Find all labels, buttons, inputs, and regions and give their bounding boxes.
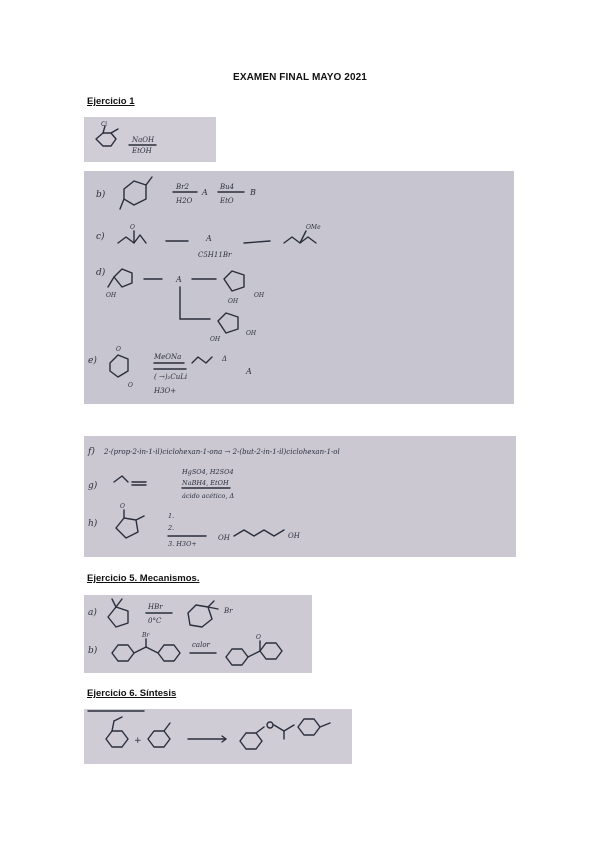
photo-ejercicio-1a — [84, 117, 216, 162]
svg-text:HBr: HBr — [148, 603, 163, 611]
svg-text:Bu4: Bu4 — [220, 183, 235, 191]
svg-text:NaBH4, EtOH: NaBH4, EtOH — [182, 479, 229, 487]
svg-text:Δ: Δ — [222, 355, 228, 363]
svg-text:OH: OH — [254, 292, 265, 299]
svg-text:3. H3O+: 3. H3O+ — [168, 540, 197, 548]
svg-text:( →)₂CuLi: ( →)₂CuLi — [154, 373, 188, 381]
svg-text:c): c) — [96, 232, 105, 242]
svg-text:0°C: 0°C — [148, 617, 162, 625]
svg-text:EtOH: EtOH — [132, 147, 152, 155]
svg-text:Br: Br — [224, 607, 233, 615]
heading-ejercicio-1: Ejercicio 1 — [87, 96, 135, 107]
svg-text:Cl: Cl — [101, 121, 107, 128]
svg-text:EtO: EtO — [220, 197, 234, 205]
svg-text:calor: calor — [192, 641, 210, 649]
svg-text:O: O — [128, 382, 133, 389]
svg-text:OH: OH — [106, 292, 117, 299]
svg-text:OH: OH — [246, 330, 257, 337]
photo-ejercicio-5 — [84, 595, 312, 673]
svg-text:O: O — [256, 634, 261, 641]
svg-text:O: O — [120, 503, 125, 510]
svg-text:OH: OH — [288, 532, 300, 540]
svg-text:a): a) — [88, 608, 97, 618]
photo-ejercicio-1b-e — [84, 171, 514, 404]
svg-text:d): d) — [96, 268, 106, 278]
svg-text:NaOH: NaOH — [132, 136, 155, 144]
svg-text:OH: OH — [218, 534, 230, 542]
svg-text:Br: Br — [142, 632, 150, 639]
svg-text:b): b) — [88, 646, 98, 656]
svg-text:b): b) — [96, 190, 106, 200]
svg-text:1.: 1. — [168, 512, 175, 520]
svg-text:H3O+: H3O+ — [154, 387, 177, 395]
heading-ejercicio-6: Ejercicio 6. Síntesis — [87, 688, 177, 699]
svg-text:A: A — [176, 275, 182, 284]
svg-text:2.: 2. — [168, 524, 175, 532]
svg-text:O: O — [130, 224, 135, 231]
svg-text:2-(prop-2-in-1-il)ciclohexan-1: 2-(prop-2-in-1-il)ciclohexan-1-ona → 2-(but-2-in-1-il)ciclohexan-1-ol — [104, 448, 340, 456]
svg-text:ácido acético, Δ: ácido acético, Δ — [182, 492, 235, 500]
svg-text:C5H11Br: C5H11Br — [198, 251, 232, 259]
svg-text:h): h) — [88, 519, 98, 529]
svg-text:MeONa: MeONa — [154, 353, 182, 361]
svg-text:A: A — [246, 367, 252, 376]
svg-text:Br2: Br2 — [176, 183, 189, 191]
svg-text:HgSO4, H2SO4: HgSO4, H2SO4 — [182, 468, 234, 476]
svg-text:OH: OH — [210, 336, 221, 343]
svg-text:H2O: H2O — [176, 197, 193, 205]
svg-text:OH: OH — [228, 298, 239, 305]
svg-text:O: O — [116, 346, 121, 353]
svg-text:OMe: OMe — [306, 224, 321, 231]
svg-text:A: A — [206, 234, 212, 243]
heading-ejercicio-5: Ejercicio 5. Mecanismos. — [87, 573, 200, 584]
photo-ejercicio-1f-h — [84, 436, 516, 557]
svg-text:+: + — [134, 736, 142, 746]
svg-text:f): f) — [88, 447, 95, 457]
photo-ejercicio-6 — [84, 709, 352, 764]
svg-text:A: A — [202, 188, 208, 197]
svg-text:e): e) — [88, 356, 97, 366]
exam-title: EXAMEN FINAL MAYO 2021 — [233, 72, 367, 83]
svg-text:B: B — [250, 188, 256, 197]
svg-text:g): g) — [88, 481, 98, 491]
